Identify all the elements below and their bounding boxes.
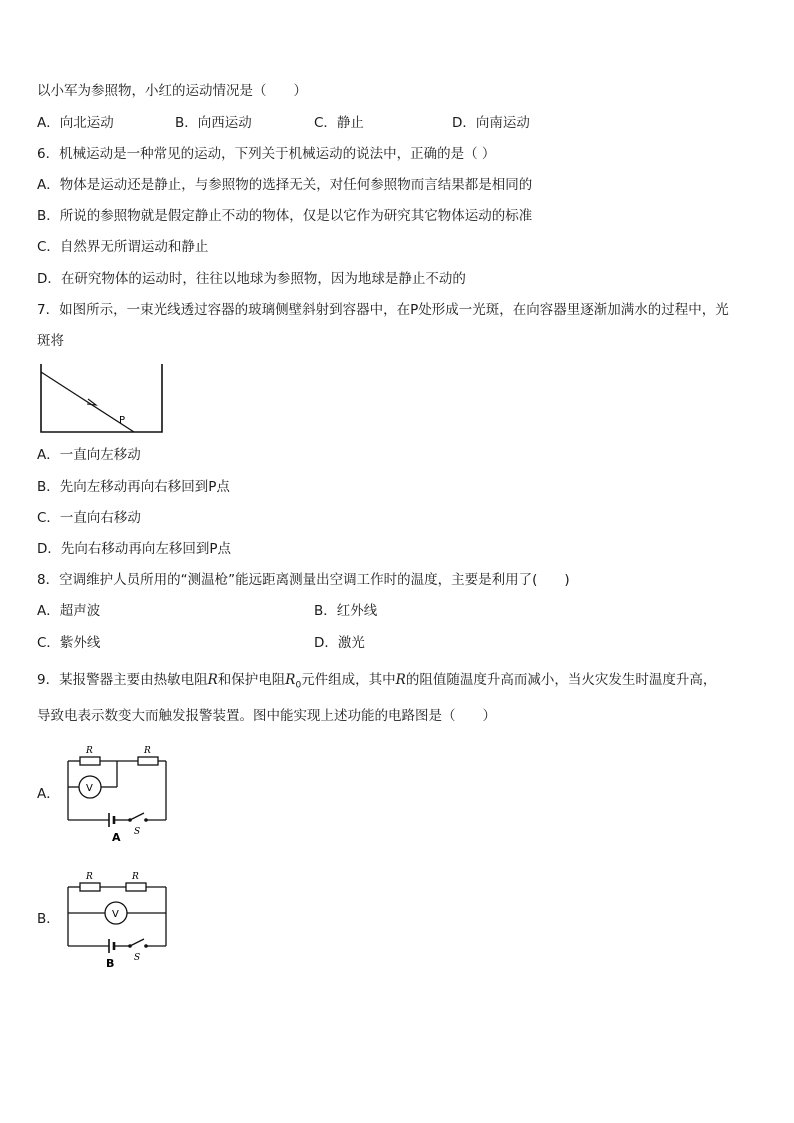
q8-stem: 8．空调维护人员所用的“测温枪”能远距离测量出空调工作时的温度，主要是利用了( ): [37, 572, 570, 588]
resistor-r0-b: [126, 883, 146, 891]
switch-b-label: S: [134, 953, 141, 963]
q5-option-d: D．向南运动: [452, 115, 530, 131]
q7-container-figure: [38, 362, 168, 434]
switch-a-label: S: [134, 827, 141, 837]
circuit-a-caption: A: [112, 831, 121, 844]
var-r0: R: [285, 672, 296, 688]
resistor-r-a: [80, 757, 100, 765]
q9-option-b-label: B．: [37, 911, 60, 927]
q8-option-a: A．超声波: [37, 603, 101, 619]
q9-circuit-a: [60, 742, 175, 842]
q9-stem-part-a: 9．某报警器主要由热敏电阻: [37, 672, 208, 688]
q7-option-c: C．一直向右移动: [37, 510, 141, 526]
q7-stem-line2: 斑将: [37, 333, 64, 349]
resistor-r-b: [80, 883, 100, 891]
q5-option-a: A．向北运动: [37, 115, 114, 131]
circuit-b-caption: B: [106, 957, 115, 970]
q7-stem-line1: 7．如图所示，一束光线透过容器的玻璃侧壁斜射到容器中，在P处形成一光斑，在向容器里逐渐加满水的过程中，光: [37, 302, 729, 318]
q6-option-c: C．自然界无所谓运动和静止: [37, 239, 209, 255]
q6-option-d: D．在研究物体的运动时，往往以地球为参照物，因为地球是静止不动的: [37, 271, 466, 287]
switch-b: [130, 939, 144, 946]
voltmeter-a-label: V: [86, 783, 93, 794]
resistor-r0-a-label: R: [144, 746, 151, 756]
q9-stem-line1: [37, 671, 716, 695]
q9-stem-part-d: 的阻值随温度升高而减小，当火灾发生时温度升高，: [405, 672, 717, 688]
q9-stem-part-b: 和保护电阻: [217, 672, 286, 688]
q8-option-b: B．红外线: [314, 603, 378, 619]
q9-option-a-label: A．: [37, 786, 60, 802]
q9-stem-line2: 导致电表示数变大而触发报警装置。图中能实现上述功能的电路图是（ ）: [37, 708, 496, 724]
container-outline: [41, 364, 162, 432]
q5-stem: 以小军为参照物，小红的运动情况是（ ）: [37, 83, 307, 99]
q7-option-a: A．一直向左移动: [37, 447, 141, 463]
q7-option-d: D．先向右移动再向左移回到P点: [37, 541, 232, 557]
resistor-r0-a: [138, 757, 158, 765]
var-r0-subscript: 0: [295, 680, 302, 691]
switch-a: [130, 813, 144, 820]
var-r: R: [207, 672, 218, 688]
q6-stem: 6．机械运动是一种常见的运动，下列关于机械运动的说法中，正确的是（ ）: [37, 146, 496, 162]
q5-option-b: B．向西运动: [175, 115, 252, 131]
voltmeter-b-label: V: [112, 909, 119, 920]
q7-option-b: B．先向左移动再向右移回到P点: [37, 479, 230, 495]
resistor-r-b-label: R: [86, 872, 93, 882]
resistor-r0-b-label: R: [132, 872, 139, 882]
q9-stem-part-c: 元件组成，其中: [301, 672, 396, 688]
var-r2: R: [395, 672, 406, 688]
q8-option-d: D．激光: [314, 635, 365, 651]
q5-option-c: C．静止: [314, 115, 364, 131]
q9-circuit-b: [60, 868, 175, 968]
point-p-label: P: [119, 415, 126, 426]
resistor-r-a-label: R: [86, 746, 93, 756]
q8-option-c: C．紫外线: [37, 635, 101, 651]
q6-option-a: A．物体是运动还是静止，与参照物的选择无关，对任何参照物而言结果都是相同的: [37, 177, 533, 193]
q6-option-b: B．所说的参照物就是假定静止不动的物体，仅是以它作为研究其它物体运动的标准: [37, 208, 533, 224]
